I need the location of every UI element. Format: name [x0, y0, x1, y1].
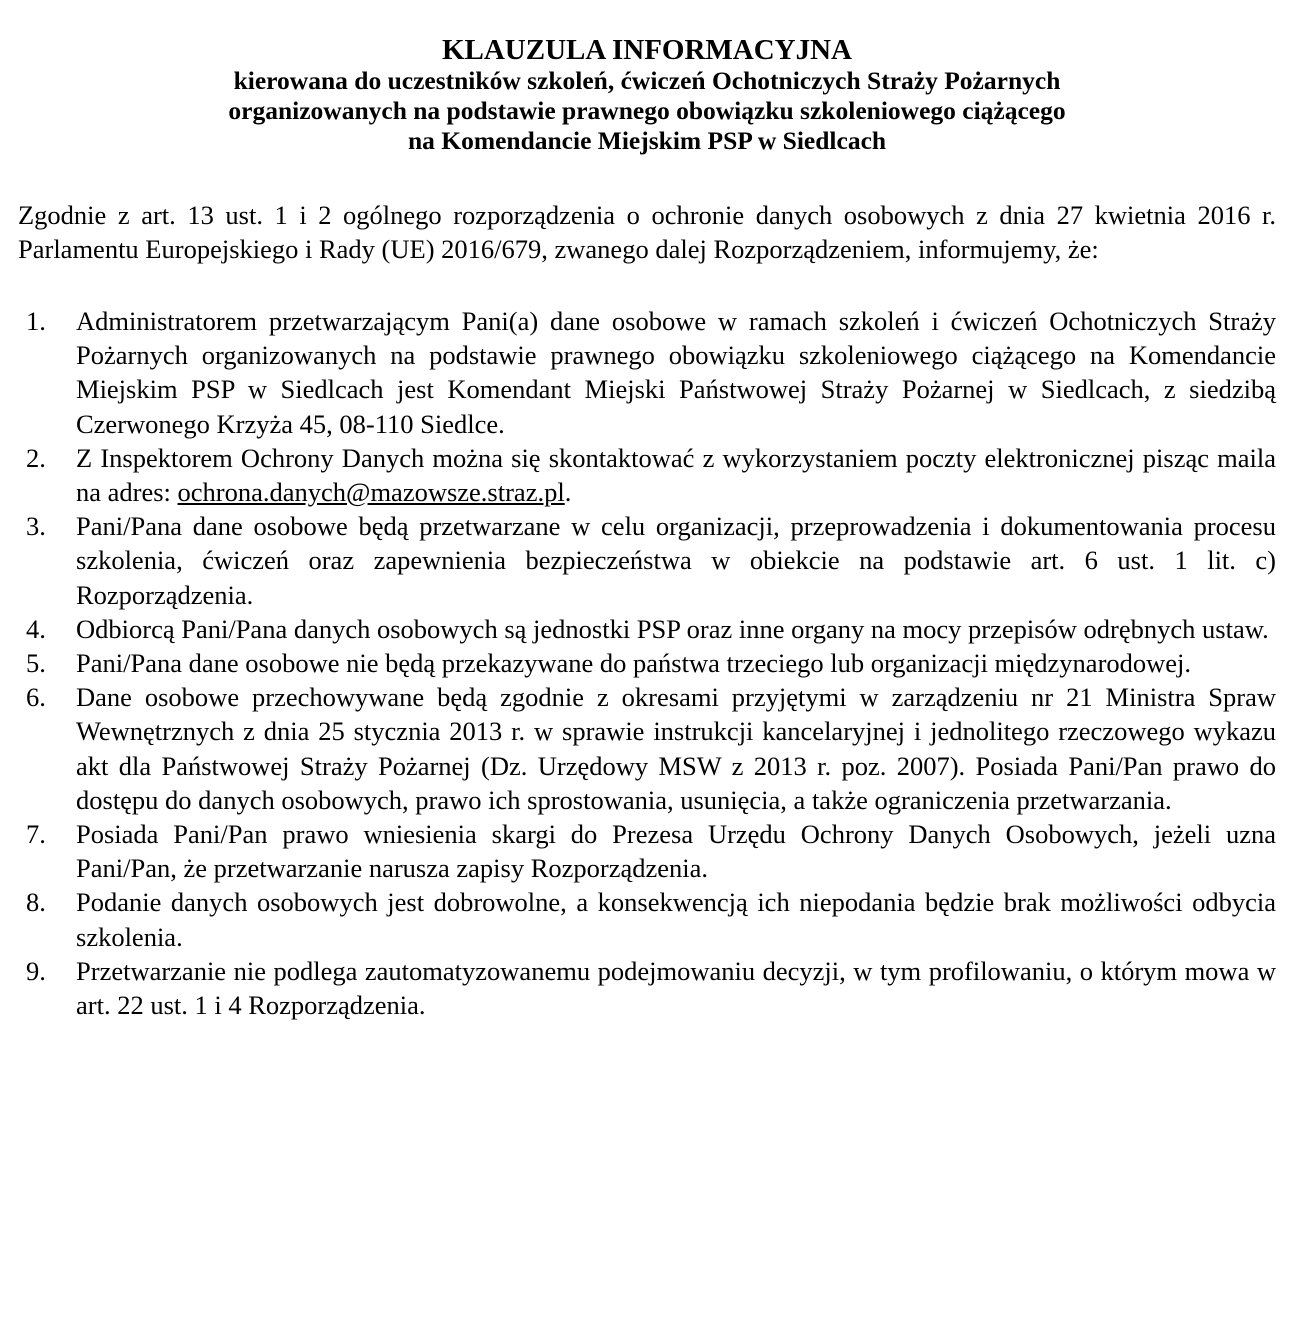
- title-block: [18, 34, 1276, 156]
- list-item: [18, 954, 1276, 1022]
- document-subtitle-line-2: organizowanych na podstawie prawnego obowiązku szkoleniowego ciążącego: [228, 96, 1066, 125]
- list-item-number: 5.: [26, 648, 46, 679]
- list-item-text: Przetwarzanie nie podlega zautomatyzowanemu podejmowaniu decyzji, w tym profilowaniu, o którym mowa w art. 22 ust. 1 i 4 Rozporządzenia.: [76, 955, 1276, 1021]
- list-item: [18, 509, 1276, 612]
- list-item-number: 1.: [26, 306, 46, 336]
- list-item-number: 9.: [26, 955, 46, 986]
- list-item-number: 2.: [26, 442, 46, 473]
- list-item-text: Pani/Pana dane osobowe będą przetwarzane w celu organizacji, przeprowadzenia i dokumentowania procesu szkolenia, ćwiczeń oraz zapewnienia bezpieczeństwa w obiekcie na podstawie art. 6 ust. 1 lit. c) Rozporządzenia.: [76, 511, 1276, 610]
- document-title: KLAUZULA INFORMACYJNA: [441, 34, 853, 66]
- document-subtitle-line-1: kierowana do uczestników szkoleń, ćwiczeń Ochotniczych Straży Pożarnych: [233, 66, 1061, 95]
- list-item-text-end: .: [564, 477, 572, 508]
- list-item-number: 7.: [26, 819, 46, 850]
- list-item-number: 8.: [26, 887, 46, 918]
- list-item-text: Dane osobowe przechowywane będą zgodnie z okresami przyjętymi w zarządzeniu nr 21 Ministra Spraw Wewnętrznych z dnia 25 stycznia 2013 r. w sprawie instrukcji kancelaryjnej i jednolitego rzeczowego wykazu akt dla Państwowej Straży Pożarnej (Dz. Urzędowy MSW z 2013 r. poz. 2007). Posiada Pani/Pan prawo do dostępu do danych osobowych, prawo ich sprostowania, usunięcia, a także ograniczenia przetwarzania.: [76, 682, 1276, 815]
- list-item-number: 3.: [26, 511, 46, 542]
- list-item: [18, 817, 1276, 885]
- list-item-text: Podanie danych osobowych jest dobrowolne, a konsekwencją ich niepodania będzie brak możliwości odbycia szkolenia.: [76, 887, 1276, 952]
- intro-paragraph: Zgodnie z art. 13 ust. 1 i 2 ogólnego rozporządzenia o ochronie danych osobowych z dnia 27 kwietnia 2016 r. Parlamentu Europejskiego i Rady (UE) 2016/679, zwanego dalej Rozporządzeniem, informujemy, że:: [18, 200, 1276, 264]
- document-subtitle-line-3: na Komendancie Miejskim PSP w Siedlcach: [407, 126, 887, 155]
- list-item-text: Pani/Pana dane osobowe nie będą przekazywane do państwa trzeciego lub organizacji międzynarodowej.: [76, 648, 1192, 679]
- list-item-text: Z Inspektorem Ochrony Danych można się skontaktować z wykorzystaniem poczty elektronicznej pisząc maila na adres:: [76, 442, 1276, 508]
- clause-list: [18, 304, 1276, 1022]
- list-item-number: 6.: [26, 682, 46, 713]
- list-item: [18, 646, 1276, 680]
- list-item: [18, 680, 1276, 817]
- list-item: [18, 304, 1276, 441]
- document-page: [18, 34, 1276, 1038]
- list-item: [18, 885, 1276, 953]
- list-item: [18, 612, 1276, 646]
- list-item-text: Administratorem przetwarzającym Pani(a) dane osobowe w ramach szkoleń i ćwiczeń Ochotniczych Straży Pożarnych organizowanych na podstawie prawnego obowiązku szkoleniowego ciążącego na Komendancie Miejskim PSP w Siedlcach jest Komendant Miejski Państwowej Straży Pożarnej w Siedlcach, z siedzibą Czerwonego Krzyża 45, 08-110 Siedlce.: [76, 306, 1276, 439]
- email-link[interactable]: ochrona.danych@mazowsze.straz.pl: [177, 477, 565, 508]
- list-item-text: Posiada Pani/Pan prawo wniesienia skargi do Prezesa Urzędu Ochrony Danych Osobowych, jeżeli uzna Pani/Pan, że przetwarzanie narusza zapisy Rozporządzenia.: [76, 819, 1276, 884]
- list-item-text: Odbiorcą Pani/Pana danych osobowych są jednostki PSP oraz inne organy na mocy przepisów odrębnych ustaw.: [76, 613, 1269, 644]
- list-item-number: 4.: [26, 613, 46, 644]
- list-item: [18, 441, 1276, 509]
